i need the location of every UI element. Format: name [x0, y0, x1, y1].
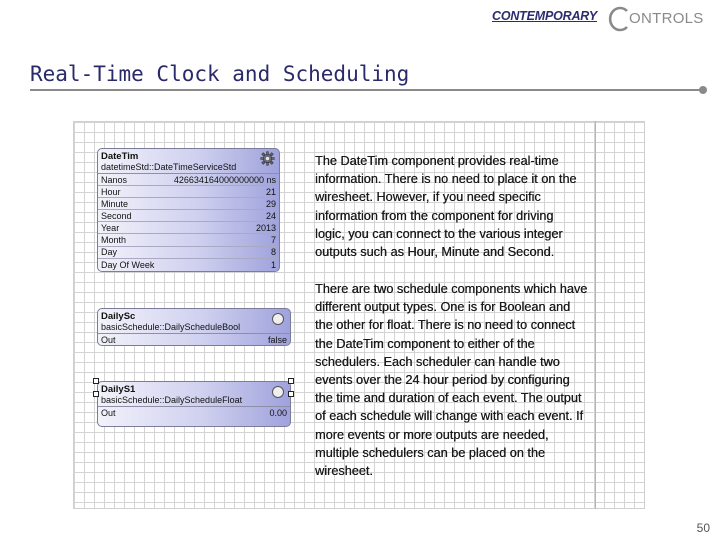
text-line: wiresheet. However, if you need specific	[315, 190, 541, 205]
slot-label: Minute	[101, 198, 129, 209]
component-header	[98, 309, 290, 334]
slot-row[interactable]	[98, 174, 279, 186]
selection-handle[interactable]	[93, 378, 99, 384]
text-line: There are two schedule components which have	[315, 282, 588, 296]
dailys1-component[interactable]	[97, 381, 291, 427]
slot-value: 24	[265, 210, 276, 221]
slot-row[interactable]	[98, 407, 290, 419]
slot-row[interactable]	[98, 198, 279, 210]
text-line: the DateTim component to either of the	[315, 336, 535, 351]
company-logo	[488, 4, 716, 34]
slot-value: 426634164000000000 ns	[173, 174, 276, 185]
component-slots	[98, 174, 279, 271]
slot-value: 0.00	[269, 408, 287, 419]
text-line: information from the component for driving	[315, 208, 554, 223]
slot-label: Out	[101, 335, 116, 346]
logo-wordmark-contemporary: CONTEMPORARY	[492, 9, 598, 23]
slot-label: Day Of Week	[101, 259, 155, 270]
selection-handle[interactable]	[93, 391, 99, 397]
selection-handle[interactable]	[288, 378, 294, 384]
component-type: basicSchedule::DailyScheduleFloat	[101, 395, 243, 405]
slot-value: 1	[270, 259, 276, 270]
component-name: DailySc	[101, 311, 136, 322]
text-line: schedulers. Each scheduler can handle two	[315, 354, 560, 369]
slot-row[interactable]	[98, 186, 279, 198]
logo-wordmark-controls: ONTROLS	[629, 10, 704, 27]
slot-row[interactable]	[98, 259, 279, 271]
description-paragraph-1	[315, 152, 623, 261]
component-type: datetimeStd::DateTimeServiceStd	[101, 162, 237, 172]
slot-row[interactable]	[98, 210, 279, 222]
slot-value: 29	[265, 198, 276, 209]
slot-value: 7	[270, 235, 276, 246]
text-line: logic, you can connect to the various integer	[315, 226, 563, 241]
status-circle-icon	[272, 386, 284, 398]
slot-label: Hour	[101, 186, 121, 197]
gear-icon	[260, 151, 275, 166]
slot-label: Year	[101, 222, 120, 233]
text-line: multiple schedulers can be placed on the	[315, 445, 545, 460]
page-number: 50	[696, 521, 710, 535]
title-underline	[30, 89, 706, 91]
text-line: the time and duration of each event. The output	[315, 391, 582, 406]
slot-value: 2013	[255, 222, 276, 233]
text-line: different output types. One is for Boolean and	[315, 300, 571, 315]
slot-row[interactable]	[98, 222, 279, 234]
title-underline-endpoint	[699, 86, 707, 94]
component-type: basicSchedule::DailyScheduleBool	[101, 322, 241, 332]
text-line: more events or more outputs are needed,	[315, 427, 549, 442]
slot-value: false	[267, 335, 287, 346]
component-name: DateTim	[101, 151, 139, 162]
slot-value: 8	[270, 247, 276, 258]
text-line: The DateTim component provides real-time	[315, 154, 559, 168]
text-line: information. There is no need to place it on the	[315, 172, 577, 187]
text-line: events over the 24 hour period by configuring	[315, 373, 570, 388]
page-title: Real-Time Clock and Scheduling	[30, 62, 410, 86]
slot-row[interactable]	[98, 234, 279, 246]
slot-label: Out	[101, 408, 116, 419]
slot-value: 21	[265, 186, 276, 197]
slot-row[interactable]	[98, 247, 279, 259]
text-line: of each schedule will change with each event. If	[315, 409, 584, 424]
text-line: outputs such as Hour, Minute and Second.	[315, 245, 555, 260]
status-circle-icon	[272, 313, 284, 325]
selection-handle[interactable]	[288, 391, 294, 397]
text-line: wiresheet.	[315, 464, 373, 479]
dailysc-component[interactable]	[97, 308, 291, 346]
description-paragraph-2	[315, 280, 623, 480]
slot-label: Nanos	[101, 174, 128, 185]
slot-label: Second	[101, 210, 132, 221]
slot-row[interactable]	[98, 334, 290, 346]
datetim-component[interactable]	[97, 148, 280, 272]
text-line: the other for float. There is no need to connect	[315, 318, 576, 333]
component-header	[98, 149, 279, 174]
component-header	[98, 382, 290, 407]
slot-label: Day	[101, 247, 118, 258]
component-name: DailyS1	[101, 384, 136, 395]
slot-label: Month	[101, 235, 127, 246]
